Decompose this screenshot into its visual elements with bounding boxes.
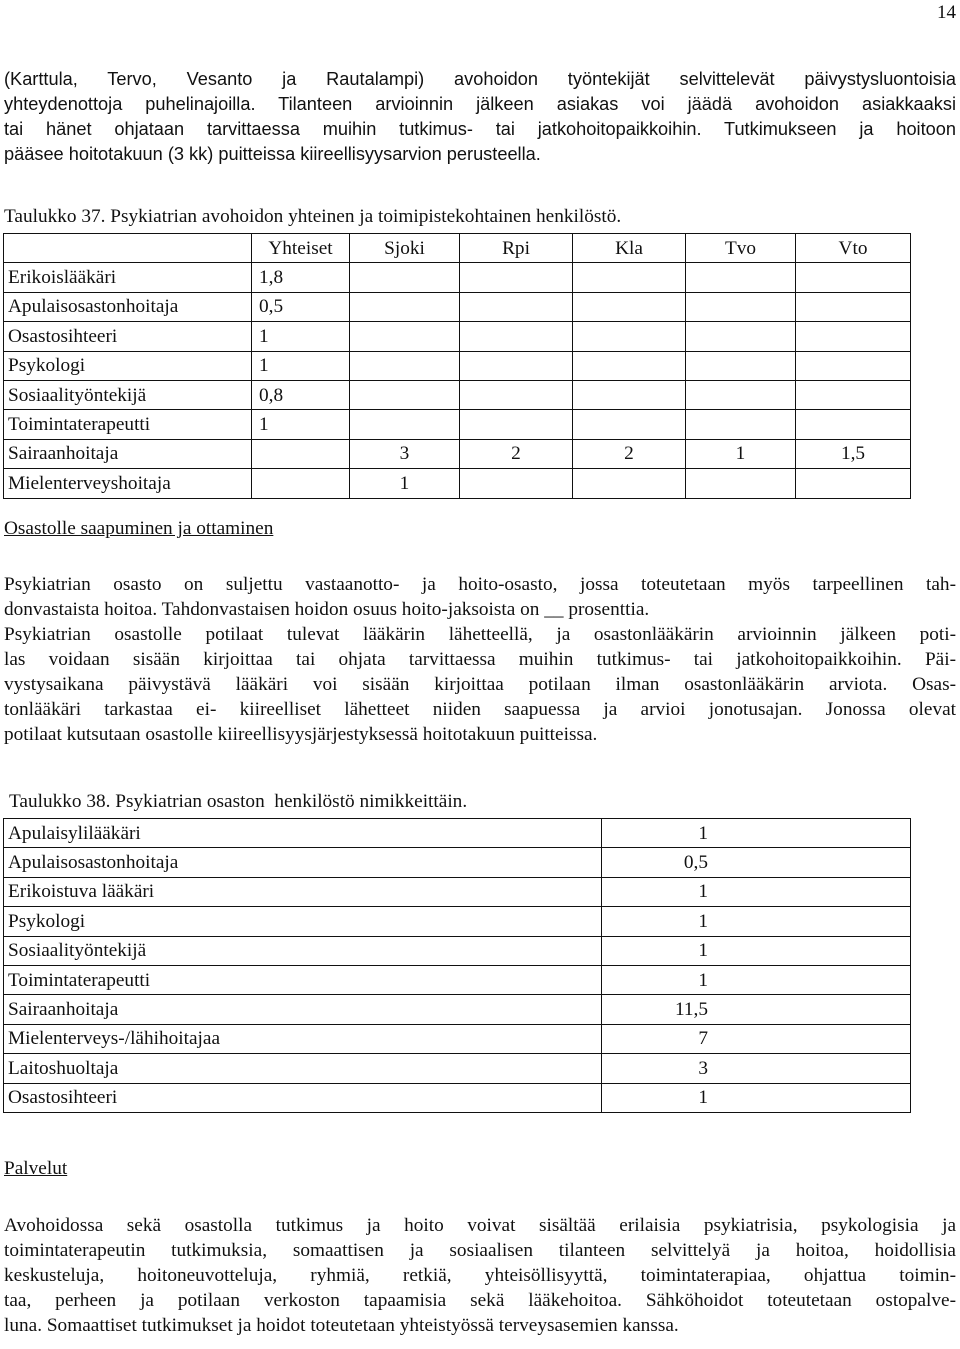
table-header-cell: Rpi <box>460 234 573 263</box>
text-line: yhteydenottoja puhelinajoilla. Tilanteen arvioinnin jälkeen asiakas voi jäädä avohoidon asiakkaaksi <box>4 94 956 114</box>
text-line: toimintaterapeutin tutkimuksia, somaattisen ja sosiaalisen tilanteen selvittelyä ja hoitoa, hoidollisia <box>4 1240 956 1261</box>
table-38-caption: Taulukko 38. Psykiatrian osaston henkilöstö nimikkeittäin. <box>9 791 468 812</box>
table-cell <box>460 469 573 498</box>
table-cell: 1 <box>686 439 796 468</box>
table-cell <box>686 410 796 439</box>
table-cell <box>686 292 796 321</box>
table-cell <box>686 469 796 498</box>
table-row <box>4 848 911 877</box>
table-cell <box>573 410 686 439</box>
table-cell <box>460 410 573 439</box>
table-header-cell: Sjoki <box>350 234 460 263</box>
table-cell <box>252 439 350 468</box>
section-heading-osasto: Osastolle saapuminen ja ottaminen <box>4 518 274 539</box>
row-label: Erikoistuva lääkäri <box>4 877 602 906</box>
table-row <box>4 351 911 380</box>
table-cell: 0,8 <box>252 380 350 409</box>
intro-paragraph <box>4 67 956 167</box>
table-cell: 3 <box>602 1054 911 1083</box>
table-cell <box>350 292 460 321</box>
text-line: luna. Somaattiset tutkimukset ja hoidot toteutetaan yhteistyössä terveysasemien kanssa. <box>4 1315 679 1336</box>
table-cell: 1 <box>252 410 350 439</box>
table-cell <box>350 322 460 351</box>
table-cell <box>573 292 686 321</box>
text-line: las voidaan sisään kirjoittaa tai ohjata tarvittaessa muihin tutkimus- tai jatkohoitopaikkoihin. Päi- <box>4 649 956 670</box>
row-label: Apulaisylilääkäri <box>4 819 602 848</box>
table-cell <box>796 351 911 380</box>
table-row <box>4 322 911 351</box>
row-label: Mielenterveys-/lähihoitajaa <box>4 1024 602 1053</box>
table-cell <box>460 351 573 380</box>
table-cell <box>686 322 796 351</box>
table-cell <box>686 351 796 380</box>
row-label: Osastosihteeri <box>4 1083 602 1112</box>
table-header-row <box>4 234 911 263</box>
text-line: potilaat kutsutaan osastolle kiireellisyysjärjestyksessä hoitotakuun puitteissa. <box>4 724 598 745</box>
table-cell: 1 <box>602 877 911 906</box>
table-row <box>4 292 911 321</box>
row-label: Laitoshuoltaja <box>4 1054 602 1083</box>
row-label: Psykologi <box>4 351 252 380</box>
table-cell <box>686 380 796 409</box>
row-label: Sosiaalityöntekijä <box>4 936 602 965</box>
row-label: Osastosihteeri <box>4 322 252 351</box>
table-cell: 1,5 <box>796 439 911 468</box>
table-cell <box>252 469 350 498</box>
table-cell <box>796 410 911 439</box>
table-cell <box>350 380 460 409</box>
table-header-cell: Kla <box>573 234 686 263</box>
text-line: taa, perheen ja potilaan verkoston tapaamisia sekä lääkehoitoa. Sähköhoidot toteutetaan ostopalve- <box>4 1290 956 1311</box>
table-cell: 3 <box>350 439 460 468</box>
row-label: Sosiaalityöntekijä <box>4 380 252 409</box>
table-cell: 0,5 <box>602 848 911 877</box>
table-cell <box>573 380 686 409</box>
table-cell <box>460 292 573 321</box>
text-line: pääsee hoitotakuun (3 kk) puitteissa kiireellisyysarvion perusteella. <box>4 144 541 164</box>
table-cell <box>796 380 911 409</box>
row-label: Psykologi <box>4 907 602 936</box>
table-cell <box>573 322 686 351</box>
table-cell <box>350 410 460 439</box>
text-line: tonlääkäri tarkastaa ei- kiireelliset lähetteet niiden saapuessa ja arvioi jonotusajan. Jonossa olevat <box>4 699 956 720</box>
table-header-cell: Vto <box>796 234 911 263</box>
table-cell <box>350 263 460 292</box>
table-cell <box>573 351 686 380</box>
osasto-paragraph <box>4 572 956 747</box>
text-line: (Karttula, Tervo, Vesanto ja Rautalampi) avohoidon työntekijät selvittelevät päivystysluontoisia <box>4 69 956 89</box>
table-cell: 1 <box>602 819 911 848</box>
table-header-cell: Tvo <box>686 234 796 263</box>
text-line: donvastaista hoitoa. Tahdonvastaisen hoidon osuus hoito-jaksoista on __ prosenttia. <box>4 599 650 620</box>
table-cell <box>573 469 686 498</box>
table-row <box>4 469 911 498</box>
row-label: Erikoislääkäri <box>4 263 252 292</box>
table-row <box>4 1083 911 1112</box>
table-row <box>4 439 911 468</box>
table-37-caption: Taulukko 37. Psykiatrian avohoidon yhteinen ja toimipistekohtainen henkilöstö. <box>4 206 622 227</box>
table-cell: 1,8 <box>252 263 350 292</box>
table-cell <box>350 351 460 380</box>
row-label: Sairaanhoitaja <box>4 439 252 468</box>
row-label: Apulaisosastonhoitaja <box>4 848 602 877</box>
table-row <box>4 1024 911 1053</box>
table-cell <box>686 263 796 292</box>
table-cell: 11,5 <box>602 995 911 1024</box>
table-cell: 2 <box>573 439 686 468</box>
table-cell: 7 <box>602 1024 911 1053</box>
table-row <box>4 410 911 439</box>
table-header-cell: Yhteiset <box>252 234 350 263</box>
palvelut-paragraph <box>4 1213 956 1338</box>
text-line: vystysaikana päivystävä lääkäri voi sisään kirjoittaa potilaan ilman osastonlääkärin arviota. Osas- <box>4 674 956 695</box>
table-cell <box>796 469 911 498</box>
row-label: Toimintaterapeutti <box>4 965 602 994</box>
table-cell: 1 <box>602 1083 911 1112</box>
text-line: tai hänet ohjataan tarvittaessa muihin tutkimus- tai jatkohoitopaikkoihin. Tutkimukseen ja hoitoon <box>4 119 956 139</box>
table-cell: 1 <box>602 965 911 994</box>
table-row <box>4 877 911 906</box>
table-cell: 1 <box>252 322 350 351</box>
table-cell: 0,5 <box>252 292 350 321</box>
text-line: Avohoidossa sekä osastolla tutkimus ja hoito voivat sisältää erilaisia psykiatrisia, psykologisia ja <box>4 1215 956 1236</box>
row-label: Sairaanhoitaja <box>4 995 602 1024</box>
page-number: 14 <box>937 2 956 23</box>
table-cell: 2 <box>460 439 573 468</box>
table-row <box>4 936 911 965</box>
text-line: Psykiatrian osasto on suljettu vastaanotto- ja hoito-osasto, jossa toteutetaan myös tarpeellinen tah- <box>4 574 956 595</box>
text-line: Psykiatrian osastolle potilaat tulevat lääkärin lähetteellä, ja osastonlääkärin arvioinnin jälkeen poti- <box>4 624 956 645</box>
table-cell: 1 <box>602 936 911 965</box>
table-row <box>4 263 911 292</box>
table-row <box>4 819 911 848</box>
row-label: Toimintaterapeutti <box>4 410 252 439</box>
table-cell <box>796 263 911 292</box>
table-row <box>4 995 911 1024</box>
table-row <box>4 907 911 936</box>
table-row <box>4 380 911 409</box>
table-row <box>4 1054 911 1083</box>
table-cell <box>460 380 573 409</box>
table-cell <box>796 292 911 321</box>
table-cell: 1 <box>350 469 460 498</box>
table-cell <box>460 322 573 351</box>
text-line: keskusteluja, hoitoneuvotteluja, ryhmiä, retkiä, yhteisöllisyyttä, toimintaterapiaa, ohjattua toimin- <box>4 1265 956 1286</box>
table-cell <box>460 263 573 292</box>
row-label: Mielenterveyshoitaja <box>4 469 252 498</box>
section-heading-palvelut: Palvelut <box>4 1158 68 1179</box>
table-38 <box>3 818 911 1113</box>
table-37 <box>3 233 911 499</box>
table-cell <box>796 322 911 351</box>
table-cell: 1 <box>252 351 350 380</box>
table-row <box>4 965 911 994</box>
table-header-cell <box>4 234 252 263</box>
table-cell: 1 <box>602 907 911 936</box>
row-label: Apulaisosastonhoitaja <box>4 292 252 321</box>
table-cell <box>573 263 686 292</box>
